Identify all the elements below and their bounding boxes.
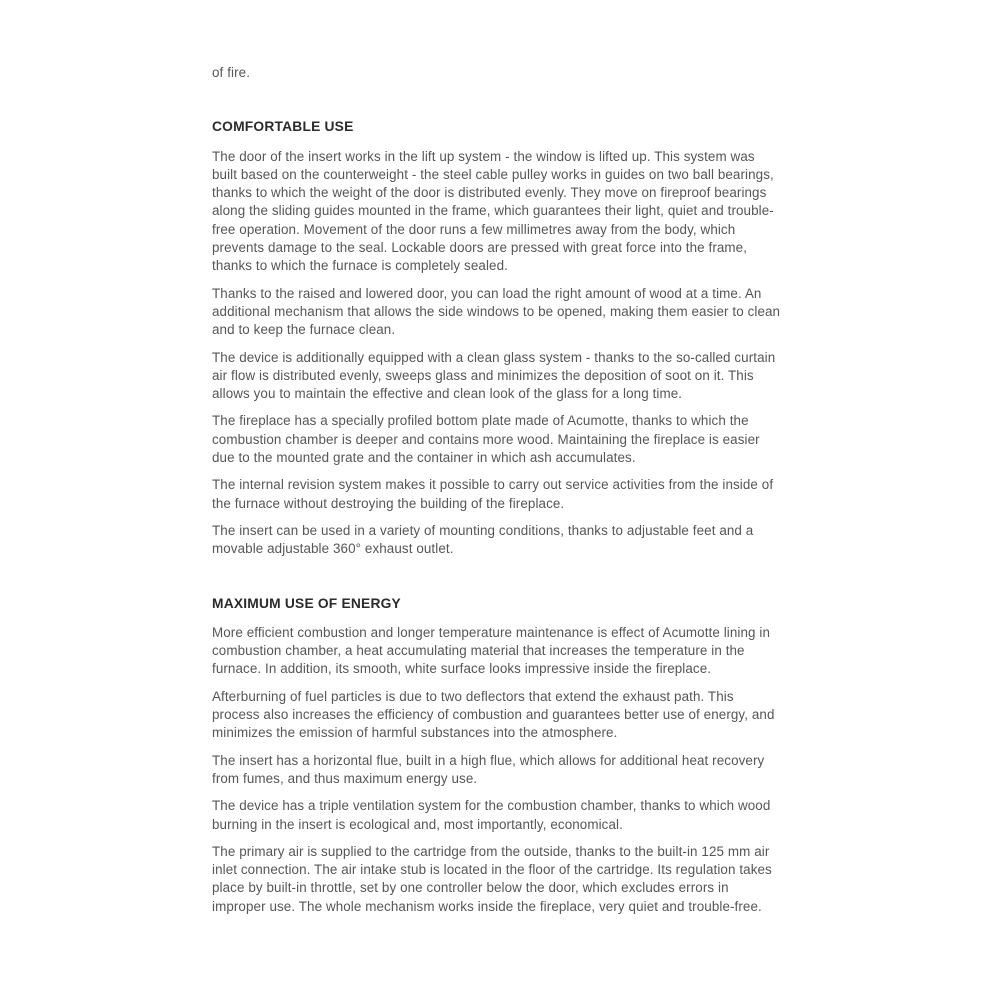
document-content [212, 0, 782, 916]
paragraph-efficient-combustion: More efficient combustion and longer temperature maintenance is effect of Acumotte lining in combustion chamber, a heat accumulating material that increases the temperature in the furnace. In addition, its smooth, white surface looks impressive inside the fireplace. [212, 624, 771, 677]
section-heading-maximum-use-of-energy: MAXIMUM USE OF ENERGY [212, 595, 401, 611]
section-heading-comfortable-use: COMFORTABLE USE [212, 119, 354, 135]
paragraph-triple-ventilation-system: The device has a triple ventilation system for the combustion chamber, thanks to which wood burning in the insert is ecological and, most importantly, economical. [212, 798, 771, 832]
paragraph-door-lift-up-system: The door of the insert works in the lift up system - the window is lifted up. This system was built based on the counterweight - the steel cable pulley works in guides on two ball bearings, thanks to which the weight of the door is distributed evenly. They move on fireproof bearings along the sliding guides mounted in the frame, which guarantees their light, quiet and trouble-free operation. Movement of the door runs a few millimetres away from the body, which prevents damage to the seal. Lockable doors are pressed with great force into the frame, thanks to which the furnace is completely sealed. [212, 148, 774, 274]
paragraph-internal-revision-system: The internal revision system makes it possible to carry out service activities from the inside of the furnace without destroying the building of the fireplace. [212, 477, 774, 511]
paragraph-afterburning-deflectors: Afterburning of fuel particles is due to two deflectors that extend the exhaust path. This process also increases the efficiency of combustion and guarantees better use of energy, and minimizes the emission of harmful substances into the atmosphere. [212, 688, 775, 741]
paragraph-horizontal-flue: The insert has a horizontal flue, built in a high flue, which allows for additional heat recovery from fumes, and thus maximum energy use. [212, 752, 765, 786]
paragraph-fragment-of-fire: of fire. [212, 65, 251, 80]
paragraph-raised-lowered-door: Thanks to the raised and lowered door, you can load the right amount of wood at a time. An additional mechanism that allows the side windows to be opened, making them easier to clean and to keep the furnace clean. [212, 285, 781, 338]
paragraph-bottom-plate-acumotte: The fireplace has a specially profiled bottom plate made of Acumotte, thanks to which the combustion chamber is deeper and contains more wood. Maintaining the fireplace is easier due to the mounted grate and the container in which ash accumulates. [212, 413, 760, 466]
paragraph-primary-air-supply: The primary air is supplied to the cartridge from the outside, thanks to the built-in 125 mm air inlet connection. The air intake stub is located in the floor of the cartridge. Its regulation takes place by built-in throttle, set by one controller below the door, which excludes errors in improper use. The whole mechanism works inside the fireplace, very quiet and trouble-free. [212, 843, 772, 914]
paragraph-mounting-conditions: The insert can be used in a variety of mounting conditions, thanks to adjustable feet and a movable adjustable 360° exhaust outlet. [212, 522, 754, 557]
paragraph-clean-glass-system: The device is additionally equipped with a clean glass system - thanks to the so-called curtain air flow is distributed evenly, sweeps glass and minimizes the deposition of soot on it. This allows you to maintain the effective and clean look of the glass for a long time. [212, 349, 776, 402]
